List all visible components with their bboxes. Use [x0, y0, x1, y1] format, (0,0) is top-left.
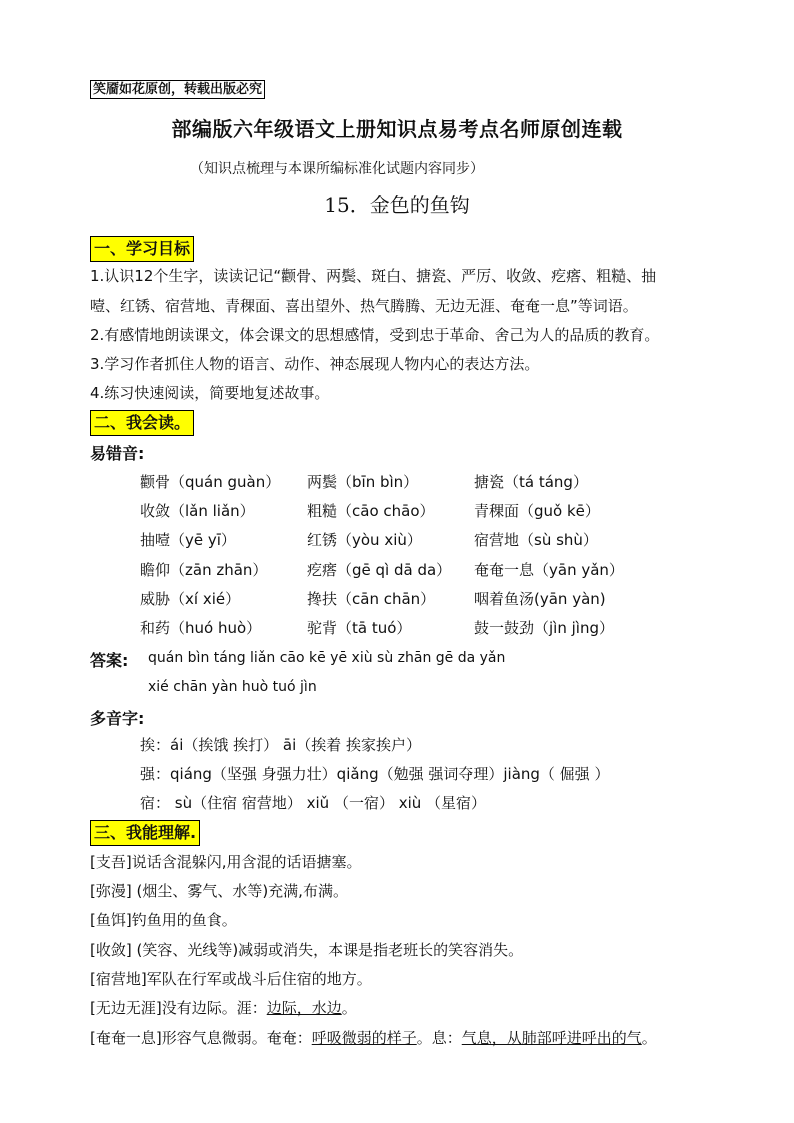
objective-3: 3.学习作者抓住人物的语言、动作、神态展现人物内心的表达方法。: [90, 355, 540, 373]
pron-item: 和药（huó huò）: [140, 619, 262, 637]
pron-item: 搪瓷（tá táng）: [474, 473, 588, 491]
copyright-notice: 笑靥如花原创，转载出版必究: [90, 80, 265, 99]
pron-label: 易错音:: [90, 444, 145, 463]
gloss-item: [90, 998, 357, 1018]
lesson-title: 15．金色的鱼钩: [324, 193, 470, 217]
page-subtitle: （知识点梳理与本课所编标准化试题内容同步）: [190, 161, 484, 177]
polyphone-line: 强：qiáng（坚强 身强力壮）qiǎng（勉强 强词夺理）jiàng（ 倔强 ）: [140, 765, 610, 783]
objective-1-line-1: 1.认识12个生字，读读记记“颧骨、两鬓、斑白、搪瓷、严厉、收敛、疙瘩、粗糙、抽: [90, 267, 657, 285]
pron-item: 红锈（yòu xiù）: [307, 531, 422, 549]
pron-item: 宿营地（sù shù）: [474, 531, 598, 549]
polyphone-line: 挨：ái（挨饿 挨打） āi（挨着 挨家挨户）: [140, 736, 422, 754]
gloss-underlined: 边际，水边: [266, 999, 342, 1017]
pron-item: 驼背（tā tuó）: [307, 619, 412, 637]
pron-item: 颧骨（quán guàn）: [140, 473, 281, 491]
gloss-item: [宿营地]军队在行军或战斗后住宿的地方。: [90, 970, 372, 988]
gloss-text: [奄奄一息]形容气息微弱。奄奄：: [90, 1029, 312, 1047]
gloss-text: 。息：: [416, 1029, 462, 1047]
pron-item: 瞻仰（zān zhān）: [140, 561, 268, 579]
pron-item: 鼓一鼓劲（jìn jìng）: [474, 619, 614, 637]
gloss-text: [无边无涯]没有边际。涯：: [90, 999, 267, 1017]
gloss-text: 。: [341, 999, 357, 1017]
pron-item: 搀扶（cān chān）: [307, 590, 436, 608]
section-heading-objectives: 一、学习目标: [90, 236, 194, 262]
pron-item: 奄奄一息（yān yǎn）: [474, 561, 624, 579]
pron-item: 两鬓（bīn bìn）: [307, 473, 419, 491]
pron-item: 疙瘩（gē qì dā da）: [307, 561, 452, 579]
pron-item: 粗糙（cāo chāo）: [307, 502, 435, 520]
gloss-item: [鱼饵]钓鱼用的鱼食。: [90, 911, 237, 929]
pron-item: 青稞面（guǒ kē）: [474, 502, 600, 520]
gloss-item: [支吾]说话含混躲闪,用含混的话语搪塞。: [90, 853, 362, 871]
pron-item: 威胁（xí xié）: [140, 590, 241, 608]
section-heading-reading: 二、我会读。: [90, 410, 194, 436]
gloss-text: 。: [641, 1029, 657, 1047]
answer-line-2: xié chān yàn huò tuó jìn: [148, 679, 317, 695]
pron-item: 咽着鱼汤(yān yàn): [474, 590, 606, 608]
objective-1-line-2: 噎、红锈、宿营地、青稞面、喜出望外、热气腾腾、无边无涯、奄奄一息”等词语。: [90, 297, 638, 315]
gloss-underlined: 呼吸微弱的样子: [311, 1029, 417, 1047]
gloss-item: [弥漫] (烟尘、雾气、水等)充满,布满。: [90, 882, 348, 900]
gloss-item: [收敛] (笑容、光线等)减弱或消失，本课是指老班长的笑容消失。: [90, 941, 524, 959]
polyphone-label: 多音字:: [90, 709, 145, 728]
objective-2: 2.有感情地朗读课文，体会课文的思想感情，受到忠于革命、舍己为人的品质的教育。: [90, 326, 660, 344]
pron-item: 收敛（lǎn liǎn）: [140, 502, 255, 520]
objective-4: 4.练习快速阅读，简要地复述故事。: [90, 384, 330, 402]
answer-line-1: quán bìn táng liǎn cāo kē yē xiù sù zhān gē da yǎn: [148, 650, 506, 666]
polyphone-line: 宿： sù（住宿 宿营地） xiǔ （一宿） xiù （星宿）: [140, 794, 487, 812]
pron-item: 抽噎（yē yī）: [140, 531, 236, 549]
gloss-underlined: 气息，从肺部呼进呼出的气: [461, 1029, 642, 1047]
section-heading-understanding: 三、我能理解.: [90, 820, 200, 846]
answer-label: 答案:: [90, 651, 129, 670]
gloss-item: [90, 1028, 657, 1048]
page-title: 部编版六年级语文上册知识点易考点名师原创连载: [171, 117, 623, 141]
